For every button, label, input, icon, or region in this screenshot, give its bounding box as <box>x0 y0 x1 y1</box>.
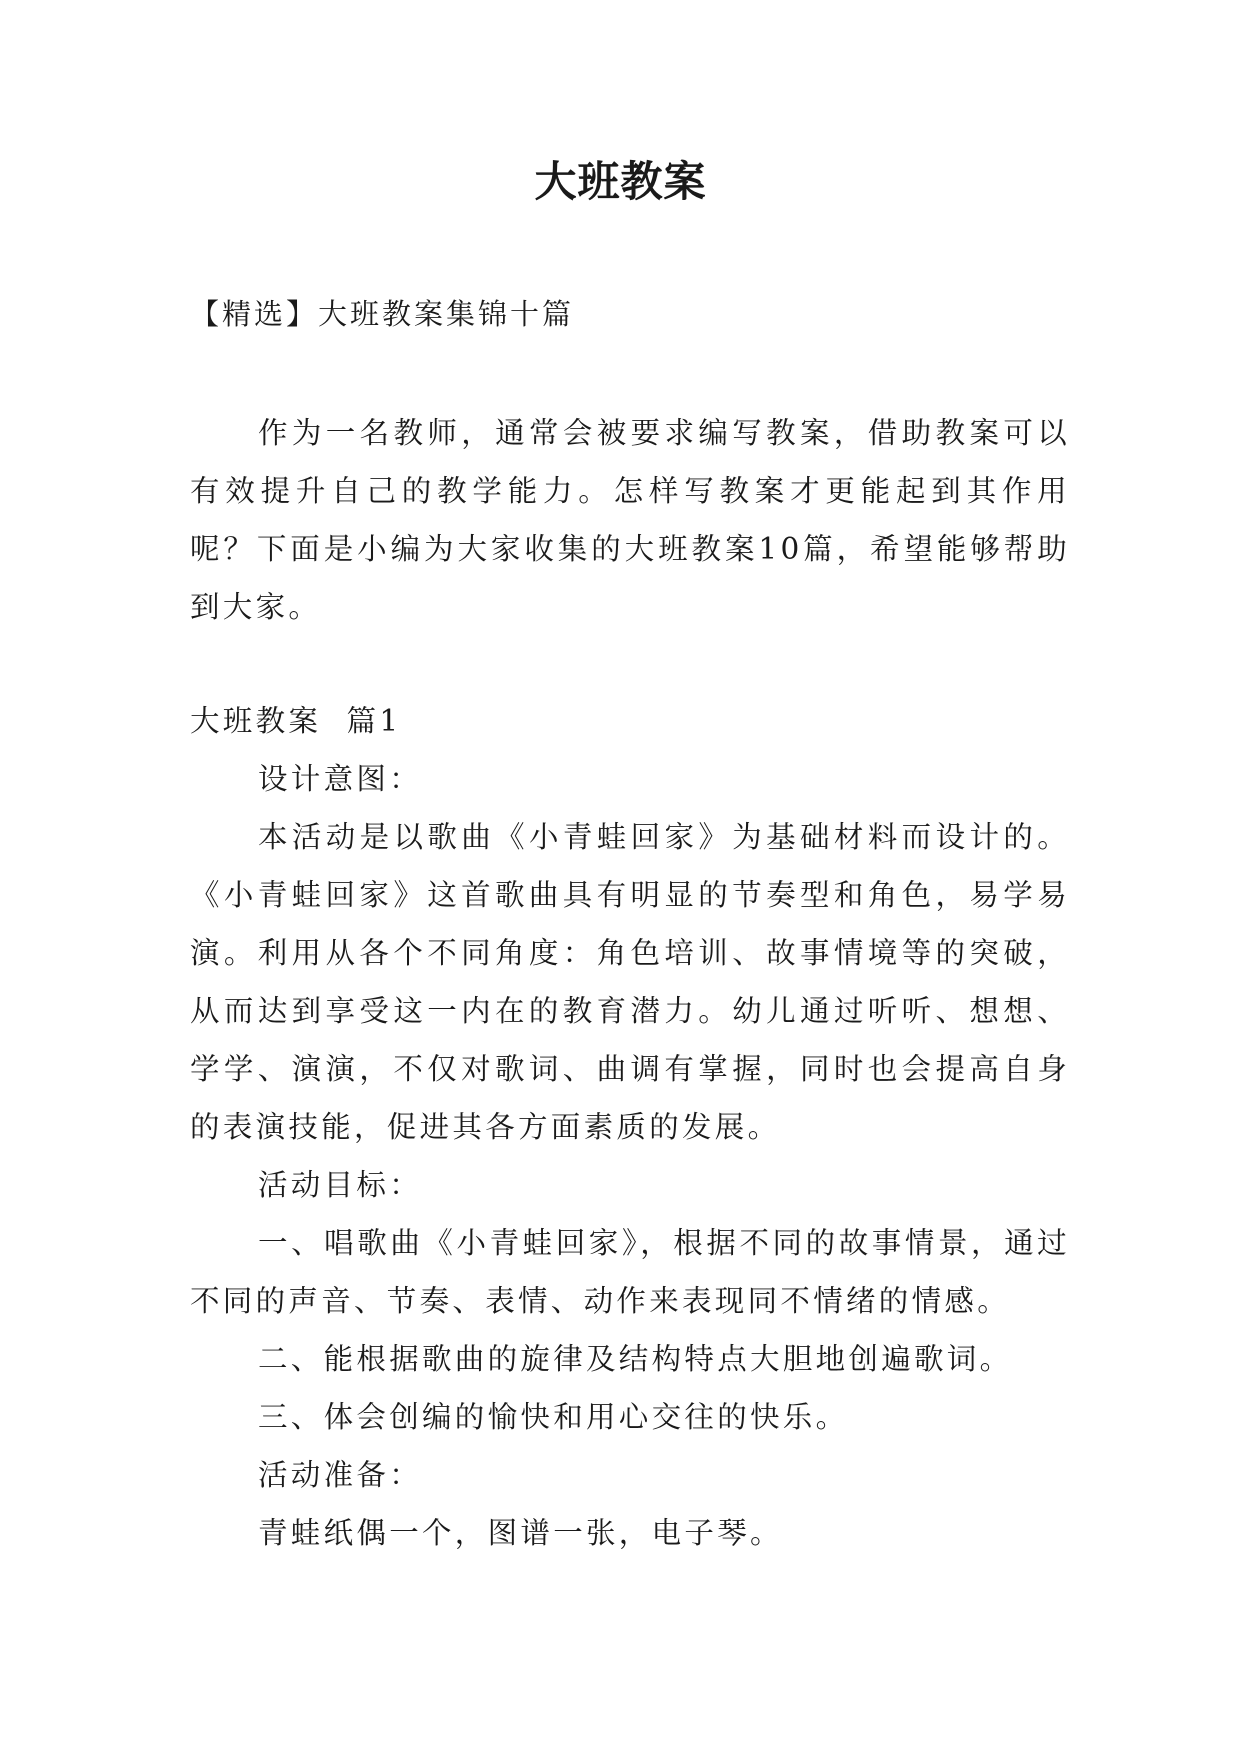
goal-item-1: 一、唱歌曲《小青蛙回家》，根据不同的故事情景，通过不同的声音、节奏、表情、动作来表现同不情绪的情感。 <box>190 1226 1070 1318</box>
intro-paragraph: 作为一名教师，通常会被要求编写教案，借助教案可以有效提升自己的教学能力。怎样写教案才更能起到其作用呢？下面是小编为大家收集的大班教案10篇，希望能够帮助到大家。 <box>190 416 1070 624</box>
document-title: 大班教案 <box>534 157 707 206</box>
document-subtitle: 【精选】大班教案集锦十篇 <box>190 297 575 331</box>
goal-item-2: 二、能根据歌曲的旋律及结构特点大胆地创遍歌词。 <box>258 1342 1013 1376</box>
section-1 <box>190 692 1070 1562</box>
section-heading: 大班教案 篇1 <box>190 704 402 738</box>
prep-paragraph: 青蛙纸偶一个，图谱一张，电子琴。 <box>258 1516 783 1550</box>
goals-label: 活动目标： <box>258 1168 423 1202</box>
goal-item-3: 三、体会创编的愉快和用心交往的快乐。 <box>258 1400 849 1434</box>
design-intent-label: 设计意图： <box>258 762 423 796</box>
prep-label: 活动准备： <box>258 1458 423 1492</box>
design-intent-paragraph: 本活动是以歌曲《小青蛙回家》为基础材料而设计的。《小青蛙回家》这首歌曲具有明显的节奏型和角色，易学易演。利用从各个不同角度：角色培训、故事情境等的突破，从而达到享受这一内在的教育潜力。幼儿通过听听、想想、学学、演演，不仅对歌词、曲调有掌握，同时也会提高自身的表演技能，促进其各方面素质的发展。 <box>190 820 1070 1144</box>
